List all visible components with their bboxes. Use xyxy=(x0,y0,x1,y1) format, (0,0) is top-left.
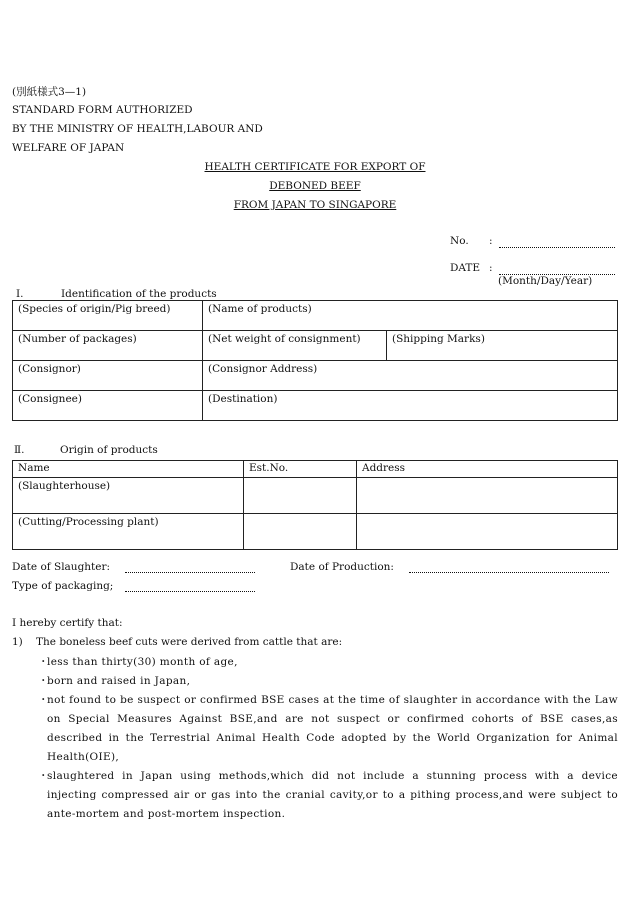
slaughterhouse-name-cell[interactable] xyxy=(13,478,244,514)
certificate-title-line-1: HEALTH CERTIFICATE FOR EXPORT OF xyxy=(204,161,426,173)
slaughterhouse-label: (Slaughterhouse) xyxy=(18,480,111,492)
number-label: No. xyxy=(450,235,469,247)
authority-line-3: WELFARE OF JAPAN xyxy=(12,142,125,154)
certification-intro: I hereby certify that: xyxy=(12,617,123,629)
name-of-products-label: (Name of products) xyxy=(208,303,312,315)
date-label: DATE xyxy=(450,262,481,274)
consignee-cell[interactable] xyxy=(13,391,203,421)
item-1-number: 1) xyxy=(12,636,23,648)
bullet-text: born and raised in Japan, xyxy=(47,675,191,687)
number-field[interactable] xyxy=(499,237,615,248)
name-of-products-cell[interactable] xyxy=(203,301,618,331)
bullet-item xyxy=(38,672,618,691)
slaughterhouse-est-no-cell[interactable] xyxy=(244,478,357,514)
number-colon: : xyxy=(489,235,493,247)
section-2-number: Ⅱ. xyxy=(14,444,25,456)
consignor-address-label: (Consignor Address) xyxy=(208,363,318,375)
number-of-packages-cell[interactable] xyxy=(13,331,203,361)
date-format-hint: (Month/Day/Year) xyxy=(498,275,593,287)
identification-table xyxy=(12,300,618,421)
type-of-packaging-field[interactable] xyxy=(125,581,255,592)
origin-table xyxy=(12,460,618,550)
net-weight-cell[interactable] xyxy=(203,331,387,361)
column-header-est-no: Est.No. xyxy=(244,461,357,478)
species-of-origin-label: (Species of origin/Pig breed) xyxy=(18,303,171,315)
processing-plant-est-no-cell[interactable] xyxy=(244,514,357,550)
bullet-item xyxy=(38,767,618,824)
processing-plant-address-cell[interactable] xyxy=(357,514,618,550)
column-header-name: Name xyxy=(13,461,244,478)
bullet-item xyxy=(38,653,618,672)
bullet-text: less than thirty(30) month of age, xyxy=(47,656,238,668)
section-1-heading: Identification of the products xyxy=(61,288,217,300)
authority-line-2: BY THE MINISTRY OF HEALTH,LABOUR AND xyxy=(12,123,263,135)
bullet-mark: ・ xyxy=(38,770,49,782)
section-1-number: Ⅰ. xyxy=(16,288,24,300)
date-colon: : xyxy=(489,262,493,274)
date-of-slaughter-label: Date of Slaughter: xyxy=(12,561,111,573)
column-header-address: Address xyxy=(357,461,618,478)
bullet-mark: ・ xyxy=(38,675,49,687)
species-of-origin-cell[interactable] xyxy=(13,301,203,331)
date-of-production-label: Date of Production: xyxy=(290,561,394,573)
consignee-label: (Consignee) xyxy=(18,393,82,405)
destination-label: (Destination) xyxy=(208,393,278,405)
bullet-mark: ・ xyxy=(38,656,49,668)
destination-cell[interactable] xyxy=(203,391,618,421)
consignor-cell[interactable] xyxy=(13,361,203,391)
slaughterhouse-address-cell[interactable] xyxy=(357,478,618,514)
form-reference: (別紙様式3—1) xyxy=(12,86,87,98)
net-weight-label: (Net weight of consignment) xyxy=(208,333,361,345)
bullet-item xyxy=(38,691,618,767)
processing-plant-label: (Cutting/Processing plant) xyxy=(18,516,159,528)
certificate-title-line-3: FROM JAPAN TO SINGAPORE xyxy=(233,199,397,211)
section-2-heading: Origin of products xyxy=(60,444,158,456)
shipping-marks-cell[interactable] xyxy=(387,331,618,361)
processing-plant-name-cell[interactable] xyxy=(13,514,244,550)
certificate-title-line-2: DEBONED BEEF xyxy=(269,180,361,192)
consignor-label: (Consignor) xyxy=(18,363,81,375)
bullet-text: slaughtered in Japan using methods,which did not include a stunning process with a device injecting compressed air or gas into the cranial cavity,or to a pithing process,and were subject to ante-mortem and post-mortem inspection. xyxy=(47,770,618,820)
date-of-production-field[interactable] xyxy=(409,562,609,573)
shipping-marks-label: (Shipping Marks) xyxy=(392,333,485,345)
date-of-slaughter-field[interactable] xyxy=(125,562,255,573)
consignor-address-cell[interactable] xyxy=(203,361,618,391)
number-of-packages-label: (Number of packages) xyxy=(18,333,137,345)
date-field[interactable] xyxy=(499,264,615,275)
authority-line-1: STANDARD FORM AUTHORIZED xyxy=(12,104,193,116)
bullet-mark: ・ xyxy=(38,694,49,706)
type-of-packaging-label: Type of packaging; xyxy=(12,580,114,592)
bullet-text: not found to be suspect or confirmed BSE cases at the time of slaughter in accordance with the Law on Special Measures Against BSE,and are not suspect or confirmed cohorts of BSE cases,as described in the Terrestrial Animal Health Code adopted by the World Organization for Animal Health(OIE), xyxy=(47,694,618,763)
item-1-text: The boneless beef cuts were derived from cattle that are: xyxy=(36,636,343,648)
